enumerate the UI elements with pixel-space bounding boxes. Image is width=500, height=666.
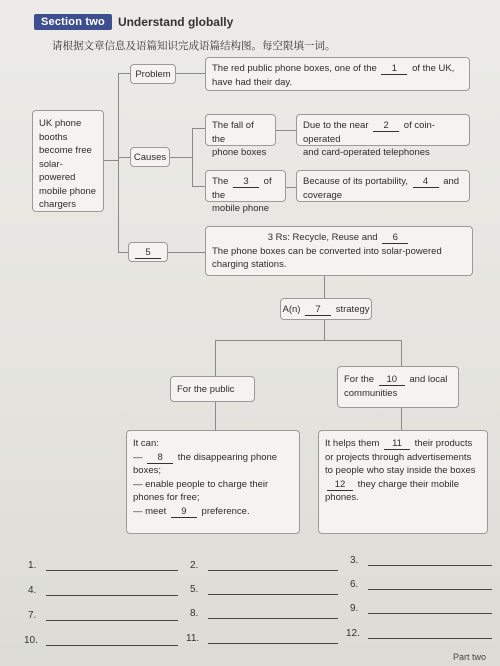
- connector-line: [192, 128, 193, 186]
- answer-line[interactable]: 7.: [28, 609, 178, 621]
- answer-line[interactable]: 1.: [28, 559, 178, 571]
- blank-1[interactable]: 1: [381, 63, 407, 75]
- section-badge: Section two: [34, 14, 112, 30]
- section-header: [34, 14, 233, 30]
- rise-box: The 3 of the mobile phone: [205, 170, 286, 202]
- root-line: UK phone: [39, 118, 82, 129]
- blank-11[interactable]: 11: [384, 438, 410, 450]
- causes-label-box: [130, 147, 170, 167]
- local-label-box: For the 10 and local communities: [337, 366, 459, 408]
- connector-line: [215, 402, 216, 430]
- root-line: solar-powered: [39, 158, 76, 183]
- connector-line: [324, 320, 325, 340]
- connector-line: [118, 252, 128, 253]
- connector-line: [276, 130, 296, 131]
- connector-line: [215, 340, 401, 341]
- root-box: [32, 110, 104, 212]
- blank-9[interactable]: 9: [171, 506, 197, 518]
- page-footer: Part two: [452, 652, 486, 662]
- section-title: Understand globally: [117, 15, 234, 29]
- root-line: booths: [39, 131, 68, 143]
- connector-line: [401, 340, 402, 366]
- root-line: mobile phone: [39, 185, 97, 197]
- solution-label-box: [128, 242, 168, 262]
- root-line: become free: [39, 145, 92, 156]
- connector-line: [118, 73, 119, 253]
- rs-box: 3 Rs: Recycle, Reuse and 6 The phone boxes can be converted into solar-powered charging stations.: [205, 226, 473, 276]
- problem-label-box: [130, 64, 176, 84]
- blank-12[interactable]: 12: [327, 479, 353, 491]
- root-line: chargers: [39, 199, 76, 210]
- answer-line[interactable]: 11.: [186, 632, 338, 644]
- blank-6[interactable]: 6: [382, 232, 408, 244]
- connector-line: [215, 340, 216, 376]
- connector-line: [192, 186, 206, 187]
- blank-5[interactable]: 5: [135, 247, 161, 259]
- instruction-text: 请根据文章信息及语篇知识完成语篇结构图。每空限填一词。: [52, 40, 336, 52]
- public-label-box: For the public: [170, 376, 255, 402]
- blank-7[interactable]: 7: [305, 304, 331, 316]
- connector-line: [176, 73, 206, 74]
- fall-box: The fall of the phone boxes: [205, 114, 276, 146]
- answer-line[interactable]: 3.: [350, 554, 492, 566]
- answer-line[interactable]: 12.: [346, 627, 492, 639]
- connector-line: [286, 187, 296, 188]
- problem-text-box: The red public phone boxes, one of the 1 of the UK, have had their day.: [205, 57, 470, 91]
- blank-8[interactable]: 8: [147, 452, 173, 464]
- connector-line: [324, 276, 325, 298]
- blank-4[interactable]: 4: [413, 176, 439, 188]
- connector-line: [401, 408, 402, 430]
- answer-line[interactable]: 5.: [190, 583, 338, 595]
- connector-line: [170, 157, 192, 158]
- causes-label: Causes: [133, 152, 167, 163]
- blank-2[interactable]: 2: [373, 120, 399, 132]
- answer-line[interactable]: 6.: [350, 578, 492, 590]
- answer-line[interactable]: 9.: [350, 602, 492, 614]
- cause-1-box: Due to the near 2 of coin-operated and card-operated telephones: [296, 114, 470, 146]
- connector-line: [168, 252, 206, 253]
- answer-line[interactable]: 2.: [190, 559, 338, 571]
- connector-line: [118, 73, 130, 74]
- cause-2-box: Because of its portability, 4 and coverage: [296, 170, 470, 202]
- answer-line[interactable]: 4.: [28, 584, 178, 596]
- answer-line[interactable]: 10.: [24, 634, 178, 646]
- problem-label: Problem: [135, 69, 171, 80]
- connector-line: [104, 160, 118, 161]
- local-detail-box: It helps them 11 their products or projects through advertisements to people who stay inside the boxes 12 they charge their mobile phones.: [318, 430, 488, 534]
- connector-line: [118, 157, 130, 158]
- strategy-box: A(n) 7 strategy: [280, 298, 372, 320]
- answer-line[interactable]: 8.: [190, 607, 338, 619]
- blank-10[interactable]: 10: [379, 374, 405, 386]
- connector-line: [192, 128, 206, 129]
- public-detail-box: It can: — 8 the disappearing phone boxes; — enable people to charge their phones for free; — meet 9 preference.: [126, 430, 300, 534]
- blank-3[interactable]: 3: [233, 176, 259, 188]
